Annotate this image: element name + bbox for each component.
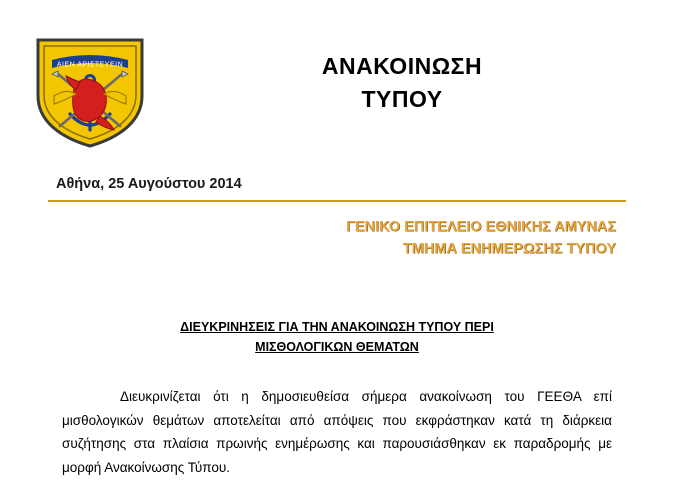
date-line: Αθήνα, 25 Αυγούστου 2014 [56,176,242,192]
document-title [180,26,674,117]
horizontal-rule [48,200,626,202]
paragraph-text: Διευκρινίζεται ότι η δημοσιευθείσα σήμερα ανακοίνωση του ΓΕΕΘΑ επί μισθολογικών θεμάτων αποτελείται από απόψεις που εκφράστηκαν κατά τη διάρκεια συζήτησης στα πλαίσια πρωινής ενημέρωσης και παρουσιάσθηκαν εκ παραδρομής με μορφή Ανακοίνωσης Τύπου. [62,388,612,475]
agency-line-1: ΓΕΝΙΚΟ ΕΠΙΤΕΛΕΙΟ ΕΘΝΙΚΗΣ ΑΜΥΝΑΣ [346,219,616,235]
hndgs-emblem-icon [30,30,150,150]
emblem-container [0,26,180,150]
title-line-1: ΑΝΑΚΟΙΝΩΣΗ [321,53,483,79]
title-line-2: ΤΥΠΟΥ [361,86,443,113]
agency-line-2: ΤΜΗΜΑ ΕΝΗΜΕΡΩΣΗΣ ΤΥΠΟΥ [402,241,616,258]
subject-line-1: ΔΙΕΥΚΡΙΝΗΣΕΙΣ ΓΙΑ ΤΗΝ ΑΝΑΚΟΙΝΩΣΗ ΤΥΠΟΥ ΠΕΡΙ [180,319,494,334]
svg-text:ΑΙΕΝ ΑΡΙΣΤΕΥΕΙΝ: ΑΙΕΝ ΑΡΙΣΤΕΥΕΙΝ [56,61,124,69]
body-paragraph [62,385,612,480]
document-header [0,0,674,150]
subject-heading [0,317,674,357]
agency-block [0,216,674,261]
subject-line-2: ΜΙΣΘΟΛΟΓΙΚΩΝ ΘΕΜΑΤΩΝ [255,339,419,354]
